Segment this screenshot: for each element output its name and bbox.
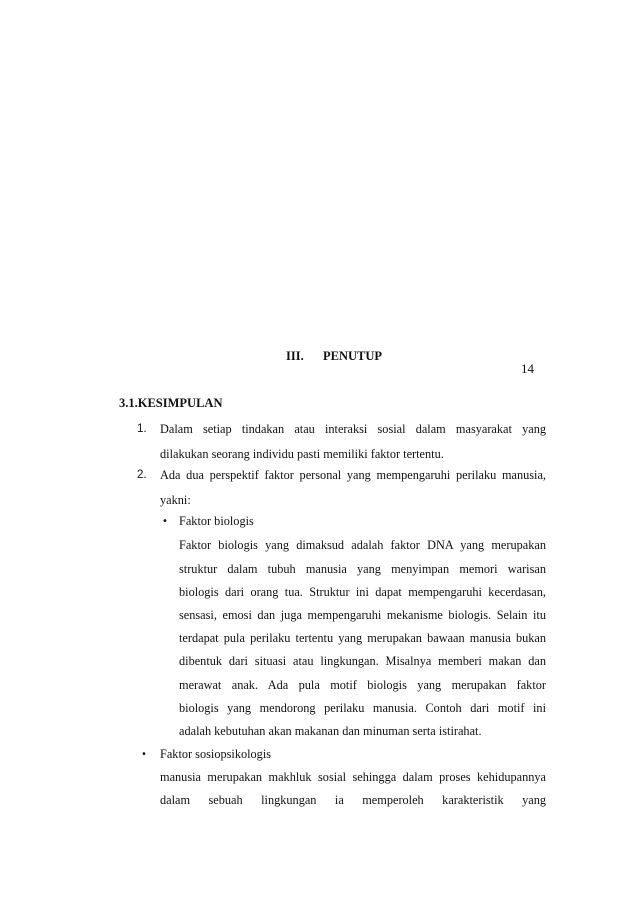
- page-number: 14: [521, 361, 534, 376]
- sub-bullet-line-5: terdapat pula perilaku tertentu yang merupakan bawaan manusia bukan: [179, 631, 546, 645]
- sub-bullet-line-3: biologis dari orang tua. Struktur ini dapat mempengaruhi kecerdasan,: [179, 585, 546, 599]
- list-item-2-line-2: yakni:: [160, 493, 191, 507]
- list-item-2-line-1: Ada dua perspektif faktor personal yang mempengaruhi perilaku manusia,: [160, 468, 546, 482]
- list-item-1-line-1: Dalam setiap tindakan atau interaksi sosial dalam masyarakat yang: [160, 422, 546, 436]
- chapter-title: PENUTUP: [323, 349, 383, 363]
- sub-bullet-line-2: struktur dalam tubuh manusia yang menyimpan memori warisan: [179, 562, 546, 576]
- outer-bullet-title: Faktor sosiopsikologis: [160, 747, 272, 761]
- sub-bullet-line-6: dibentuk dari situasi atau lingkungan. Misalnya memberi makan dan: [179, 654, 546, 668]
- sub-bullet-line-7: merawat anak. Ada pula motif biologis yang merupakan faktor: [179, 678, 546, 692]
- section-heading: 3.1.KESIMPULAN: [119, 396, 223, 410]
- bullet-icon: •: [162, 516, 168, 527]
- bullet-icon: •: [141, 749, 147, 760]
- chapter-number: III.: [286, 349, 304, 363]
- sub-bullet-line-8: biologis yang mendorong perilaku manusia. Contoh dari motif ini: [179, 701, 546, 715]
- outer-bullet-line-2: dalam sebuah lingkungan ia memperoleh karakteristik yang: [160, 793, 546, 807]
- list-number-1: 1.: [137, 423, 147, 435]
- sub-bullet-title: Faktor biologis: [179, 514, 254, 528]
- sub-bullet-line-1: Faktor biologis yang dimaksud adalah faktor DNA yang merupakan: [179, 538, 546, 552]
- sub-bullet-line-9: adalah kebutuhan akan makanan dan minuman serta istirahat.: [179, 724, 482, 738]
- list-number-2: 2.: [137, 469, 147, 481]
- sub-bullet-line-4: sensasi, emosi dan juga mempengaruhi mekanisme biologis. Selain itu: [179, 608, 546, 622]
- outer-bullet-line-1: manusia merupakan makhluk sosial sehingga dalam proses kehidupannya: [160, 770, 546, 784]
- list-item-1-line-2: dilakukan seorang individu pasti memiliki faktor tertentu.: [160, 447, 444, 461]
